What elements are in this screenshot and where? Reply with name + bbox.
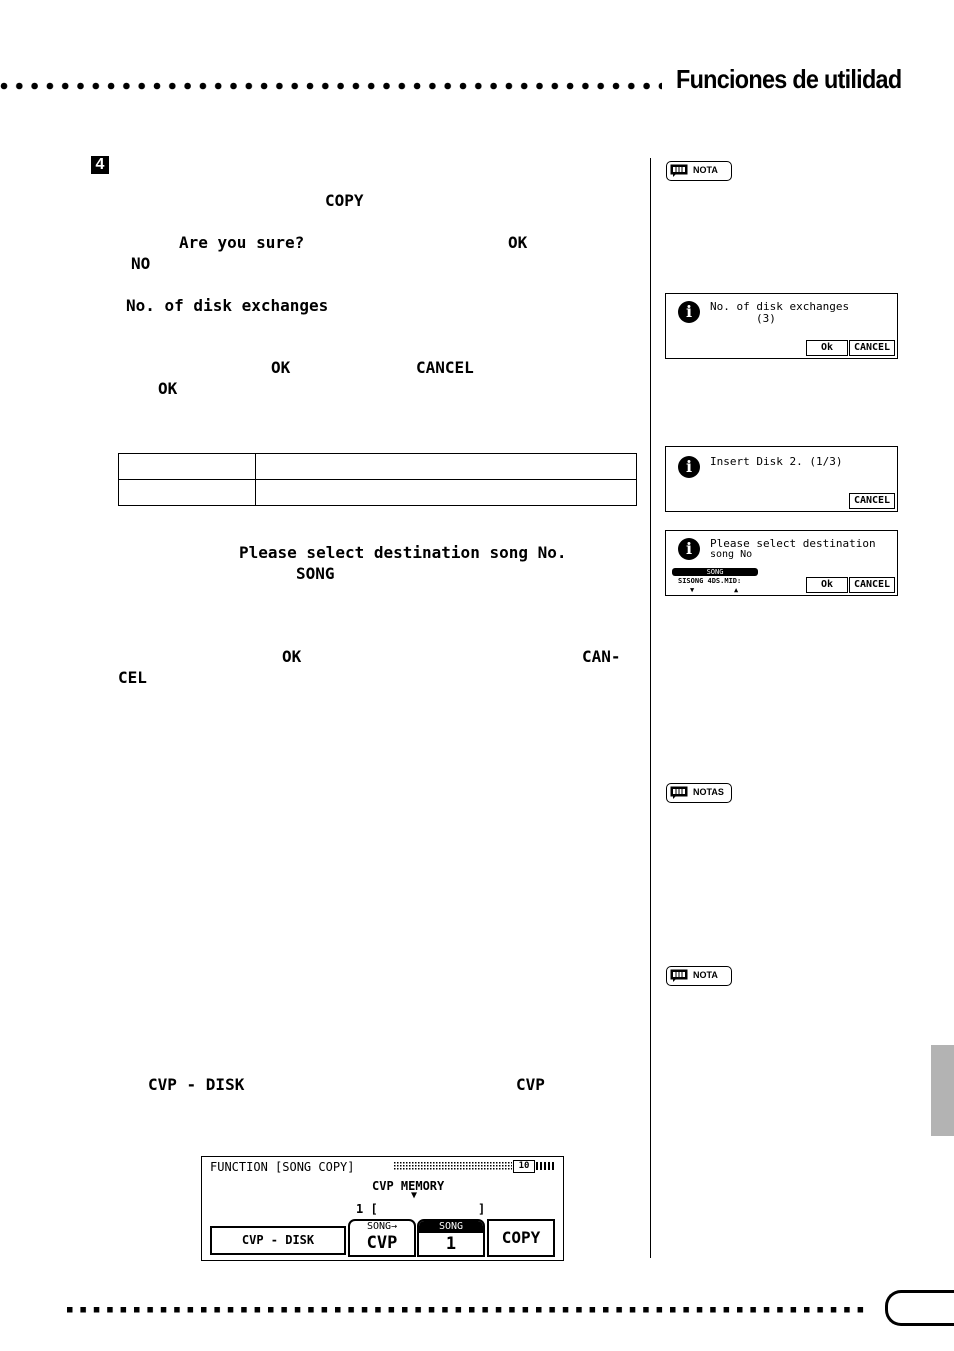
keyword-are-you-sure: Are you sure? <box>179 233 305 252</box>
table-row <box>119 480 637 506</box>
nota-badge <box>666 966 732 986</box>
header-dotted-rule <box>0 82 662 90</box>
song-source-label: SONG→ <box>366 1221 398 1232</box>
keyword-cancel: CANCEL <box>416 358 474 377</box>
ok-button[interactable]: Ok <box>806 577 848 593</box>
song-destination-label: SONG <box>419 1221 483 1233</box>
keyword-song: SONG <box>296 564 335 583</box>
keyword-ok: OK <box>158 379 178 398</box>
lcd-message-count: (3) <box>756 312 776 325</box>
page-scroll-icon <box>535 1161 557 1171</box>
footer-dotted-rule <box>66 1306 870 1314</box>
info-icon: i <box>678 456 700 478</box>
song-destination-selector[interactable] <box>417 1219 485 1257</box>
cancel-button[interactable]: CANCEL <box>849 493 895 509</box>
function-song-copy-display <box>201 1156 564 1261</box>
keyboard-note-icon <box>670 164 688 177</box>
lcd-message-sub: song No <box>710 549 753 560</box>
step-number-badge: 4 <box>91 156 109 174</box>
cvp-disk-button[interactable]: CVP - DISK <box>210 1226 346 1255</box>
copy-button[interactable]: COPY <box>487 1219 555 1257</box>
song-destination-value: 1 <box>445 1234 457 1254</box>
keyword-cancel-hyphen-part1: CAN- <box>582 647 621 666</box>
keyword-cancel-hyphen-part2: CEL <box>118 668 147 687</box>
page-title: Funciones de utilidad <box>676 64 902 94</box>
keyword-cvp: CVP <box>516 1075 545 1094</box>
info-icon: i <box>678 538 700 560</box>
keyword-no: NO <box>131 254 151 273</box>
keyboard-note-icon <box>670 786 688 799</box>
notas-label: NOTAS <box>693 787 724 797</box>
nota-label: NOTA <box>693 970 718 980</box>
column-divider <box>650 158 651 1258</box>
keyword-disk-exchanges: No. of disk exchanges <box>126 296 329 315</box>
lcd-disk-exchanges <box>665 293 898 359</box>
table-row <box>119 454 637 480</box>
cvp-memory-label: CVP MEMORY <box>372 1179 445 1193</box>
notas-badge <box>666 783 732 803</box>
title-bar-pattern <box>394 1162 512 1171</box>
chapter-side-tab <box>931 1045 954 1136</box>
keyword-ok: OK <box>271 358 291 377</box>
cancel-button[interactable]: CANCEL <box>849 340 895 356</box>
song-source-selector[interactable] <box>348 1219 416 1257</box>
keyboard-note-icon <box>670 969 688 982</box>
keyword-copy: COPY <box>325 191 364 210</box>
page-number-tab <box>885 1290 954 1326</box>
keyword-ok: OK <box>282 647 302 666</box>
page-number: 10 <box>513 1160 535 1173</box>
memory-slot-end: ] <box>478 1202 486 1216</box>
keyword-select-destination: Please select destination song No. <box>239 543 567 562</box>
song-tab: SONG <box>672 568 758 576</box>
down-arrow-icon: ▼ <box>690 586 695 594</box>
lcd-message: Please select destination <box>710 537 876 550</box>
lcd-insert-disk <box>665 446 898 512</box>
function-title: FUNCTION [SONG COPY] <box>210 1160 355 1174</box>
info-icon: i <box>678 301 700 323</box>
lcd-message: No. of disk exchanges <box>710 300 850 313</box>
down-arrow-icon: ▼ <box>411 1190 418 1201</box>
memory-slot: 1 [ <box>356 1202 378 1216</box>
lcd-message: Insert Disk 2. (1/3) <box>710 455 843 468</box>
keyword-ok: OK <box>508 233 528 252</box>
song-source-value: CVP <box>366 1233 398 1253</box>
info-table <box>118 453 637 506</box>
nota-badge <box>666 161 732 181</box>
lcd-select-destination <box>665 530 898 596</box>
keyword-cvp-disk: CVP - DISK <box>148 1075 245 1094</box>
up-arrow-icon: ▲ <box>734 586 739 594</box>
nota-label: NOTA <box>693 165 718 175</box>
lcd-song-status: SISONG 4DS.MID: <box>678 577 742 585</box>
cancel-button[interactable]: CANCEL <box>849 577 895 593</box>
ok-button[interactable]: Ok <box>806 340 848 356</box>
